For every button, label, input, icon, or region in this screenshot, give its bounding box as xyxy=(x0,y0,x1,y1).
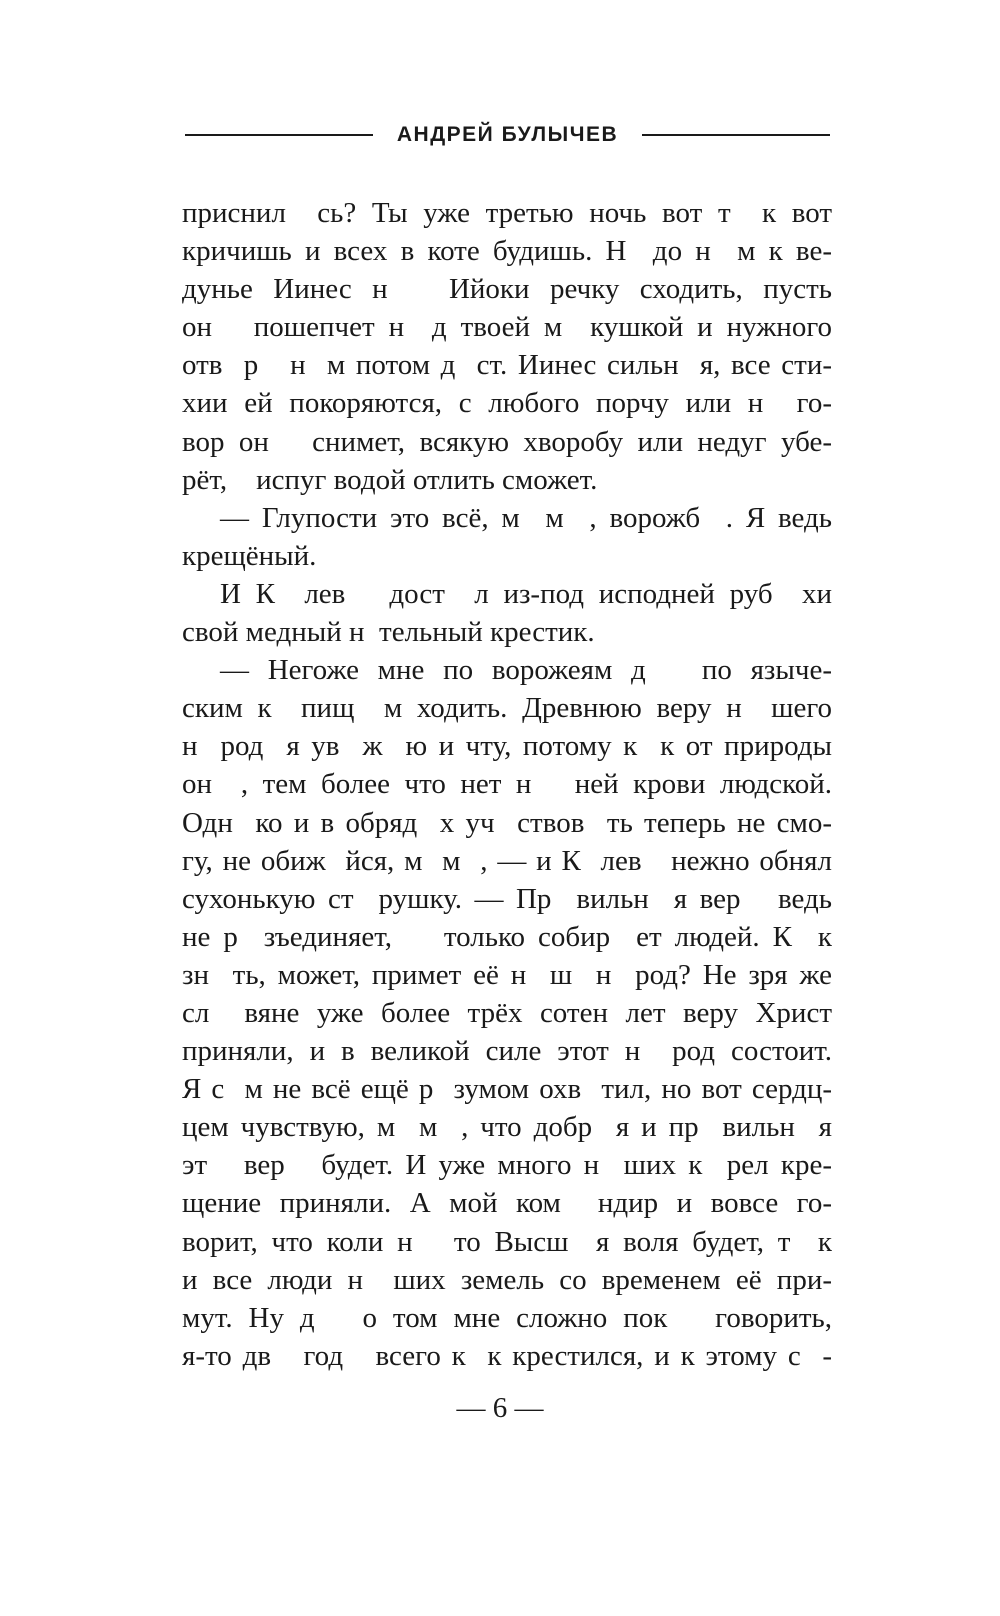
text-line: отв р н м потом д ст. Иинес сильн я, все сти- xyxy=(182,349,832,382)
text-line: эт вер будет. И уже много н ших к рел кре- xyxy=(182,1149,832,1182)
text-line: рёт, испуг водой отлить сможет. xyxy=(182,463,598,496)
text-line: кричишь и всех в коте будишь. Н до н м к ве- xyxy=(182,235,832,268)
text-line: вор он снимет, всякую хворобу или недуг убе- xyxy=(182,425,832,458)
text-line: он , тем более что нет н ней крови людской. xyxy=(182,768,832,801)
text-line: И К лев дост л из-под исподней руб хи xyxy=(220,577,832,610)
text-line: ворит, что коли н то Высш я воля будет, т к xyxy=(182,1225,832,1258)
text-line: свой медный н тельный крестик. xyxy=(182,616,595,649)
text-line: дунье Иинес н Ийоки речку сходить, пусть xyxy=(182,273,832,306)
text-line: приснил сь? Ты уже третью ночь вот т к вот xyxy=(182,197,832,229)
text-line: не р зъединяет, только собир ет людей. К к xyxy=(182,920,832,953)
text-line: н род я ув ж ю и чту, потому к к от природы xyxy=(182,730,832,763)
text-line: сухонькую ст рушку. — Пр вильн я вер ведь xyxy=(182,882,832,915)
text-line: — Негоже мне по ворожеям д по языче- xyxy=(220,654,832,687)
text-line: гу, не обиж йся, м м , — и К лев нежно обнял xyxy=(182,844,832,877)
running-head xyxy=(185,120,830,150)
text-line: Я с м не всё ещё р зумом охв тил, но вот сердц- xyxy=(182,1073,832,1106)
page-number: — 6 — xyxy=(456,1392,544,1424)
body-text xyxy=(182,194,832,1375)
text-line: он пошепчет н д твоей м кушкой и нужного xyxy=(182,311,832,344)
text-line: хии ей покоряются, с любого порчу или н го- xyxy=(182,387,832,420)
text-line: цем чувствую, м м , что добр я и пр вильн я xyxy=(182,1111,832,1144)
text-line: крещёный. xyxy=(182,539,317,572)
text-line: я-то дв год всего к к крестился, и к этому с - xyxy=(182,1339,832,1372)
author-name: АНДРЕЙ БУЛЫЧЕВ xyxy=(396,123,619,146)
text-line: и все люди н ших земель со временем её при- xyxy=(182,1263,832,1296)
text-line: зн ть, может, примет её н ш н род? Не зря же xyxy=(182,958,832,991)
left-rule xyxy=(185,134,373,136)
text-line: щение приняли. А мой ком ндир и вовсе го- xyxy=(182,1187,832,1220)
text-line: Одн ко и в обряд х уч ствов ть теперь не смо- xyxy=(182,806,832,839)
text-line: сл вяне уже более трёх сотен лет веру Христ xyxy=(182,996,832,1029)
text-line: — Глупости это всё, м м , ворожб . Я ведь xyxy=(220,501,832,534)
text-line: мут. Ну д о том мне сложно пок говорить, xyxy=(182,1301,832,1334)
text-line: ским к пищ м ходить. Древнюю веру н шего xyxy=(182,692,832,725)
right-rule xyxy=(642,134,830,136)
text-line: приняли, и в великой силе этот н род состоит. xyxy=(182,1035,832,1068)
